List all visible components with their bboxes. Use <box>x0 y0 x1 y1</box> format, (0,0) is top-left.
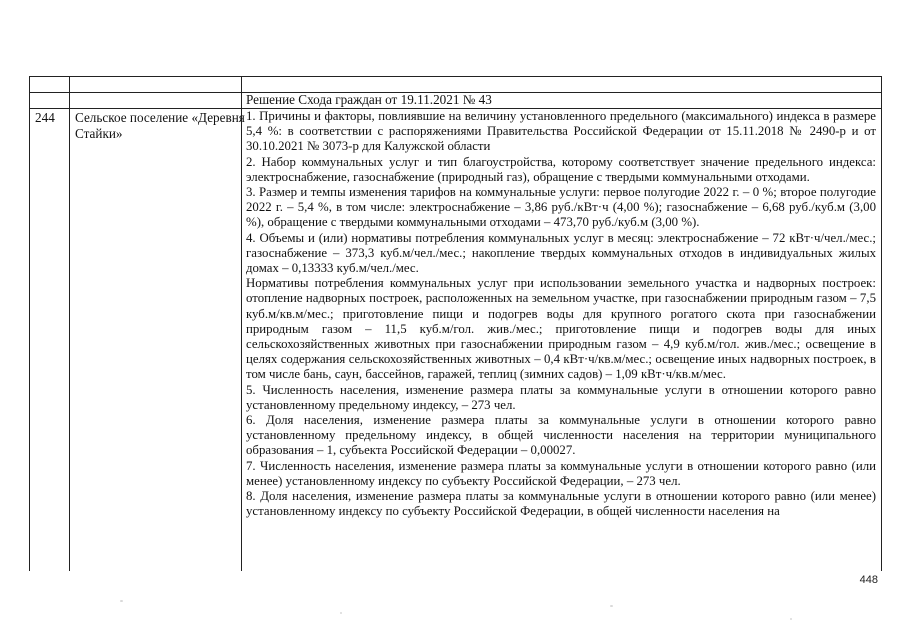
paragraph-1: 1. Причины и факторы, повлиявшие на величину установленного предельного (максимального) индекса в размере 5,4 %: в соответствии с распоряжениями Правительства Российской Федерации от 15.11.2018 № 2490-р и от 30.10.2021 № 3073-р для Калужской области <box>246 109 876 154</box>
column-divider-name <box>241 77 242 571</box>
paragraph-7: 7. Численность населения, изменение размера платы за коммунальные услуги в отношении которого равно (или менее) установленному индексу по субъекту Российской Федерации, – 273 чел. <box>246 458 876 488</box>
table-border-left <box>29 77 30 571</box>
table-border-right <box>881 77 882 571</box>
paragraph-3: 3. Размер и темпы изменения тарифов на коммунальные услуги: первое полугодие 2022 г. – 0 %; второе полугодие 2022 г. – 5,4 %, в том числе: электроснабжение – 3,86 руб./кВт·ч (4,00 %); газоснабжение – 6,68 руб./куб.м (3,00 %), обращение с твердыми коммунальными отходами – 473,70 руб./куб.м (3,00 %). <box>246 185 876 230</box>
scan-speck <box>120 600 123 602</box>
paragraph-4: 4. Объемы и (или) нормативы потребления коммунальных услуг в месяц: электроснабжение – 72 кВт·ч/чел./мес.; газоснабжение – 373,3 куб.м/чел./мес.; накопление твердых коммунальных отходов в индивидуальных жилых домах – 0,13333 куб.м/чел./мес. <box>246 230 876 276</box>
paragraph-2: 2. Набор коммунальных услуг и тип благоустройства, которому соответствует значение предельного индекса: электроснабжение, газоснабжение (природный газ), обращение с твердыми коммунальными отходами. <box>246 154 876 184</box>
paragraph-6: 6. Доля населения, изменение размера платы за коммунальные услуги в отношении которого равно установленному предельному индексу, в общей численности населения на территории муниципального образования – 1, субъекта Российской Федерации – 0,00027. <box>246 413 876 458</box>
data-table <box>29 76 882 571</box>
scan-speck <box>610 605 613 607</box>
paragraph-5: 5. Численность населения, изменение размера платы за коммунальные услуги в отношении которого равно установленному предельному индексу, – 273 чел. <box>246 382 876 412</box>
paragraph-norms: Нормативы потребления коммунальных услуг при использовании земельного участка и надворных построек: отопление надворных построек, расположенных на земельном участке, при газоснабжении природным газом – 7,5 куб.м/кв.м/мес.; приготовление пищи и подогрев воды для крупного рогатого скота при газоснабжении природным газом – 11,5 куб.м/гол. жив./мес.; приготовление пищи и подогрев воды для иных сельскохозяйственных животных при газоснабжении природным газом – 4,9 куб.м/гол. жив./мес.; освещение в целях содержания сельскохозяйственных животных – 0,4 кВт·ч/кв.м/мес.; освещение иных надворных построек, в том числе бань, саун, бассейнов, гаражей, теплиц (зимних садов) – 1,09 кВт·ч/кв.м/мес. <box>246 276 876 382</box>
column-divider-number <box>69 77 70 571</box>
paragraph-8: 8. Доля населения, изменение размера платы за коммунальные услуги в отношении которого равно (или менее) установленному индексу по субъекту Российской Федерации, в общей численности населения на <box>246 489 876 519</box>
previous-row-decision-text: Решение Схода граждан от 19.11.2021 № 43 <box>246 92 492 107</box>
row-content <box>246 109 876 571</box>
row-number: 244 <box>35 110 55 125</box>
page-number: 448 <box>859 574 878 586</box>
municipality-name: Сельское поселение «Деревня Стайки» <box>75 110 245 141</box>
scan-speck <box>790 618 792 620</box>
scan-speck <box>340 612 342 614</box>
